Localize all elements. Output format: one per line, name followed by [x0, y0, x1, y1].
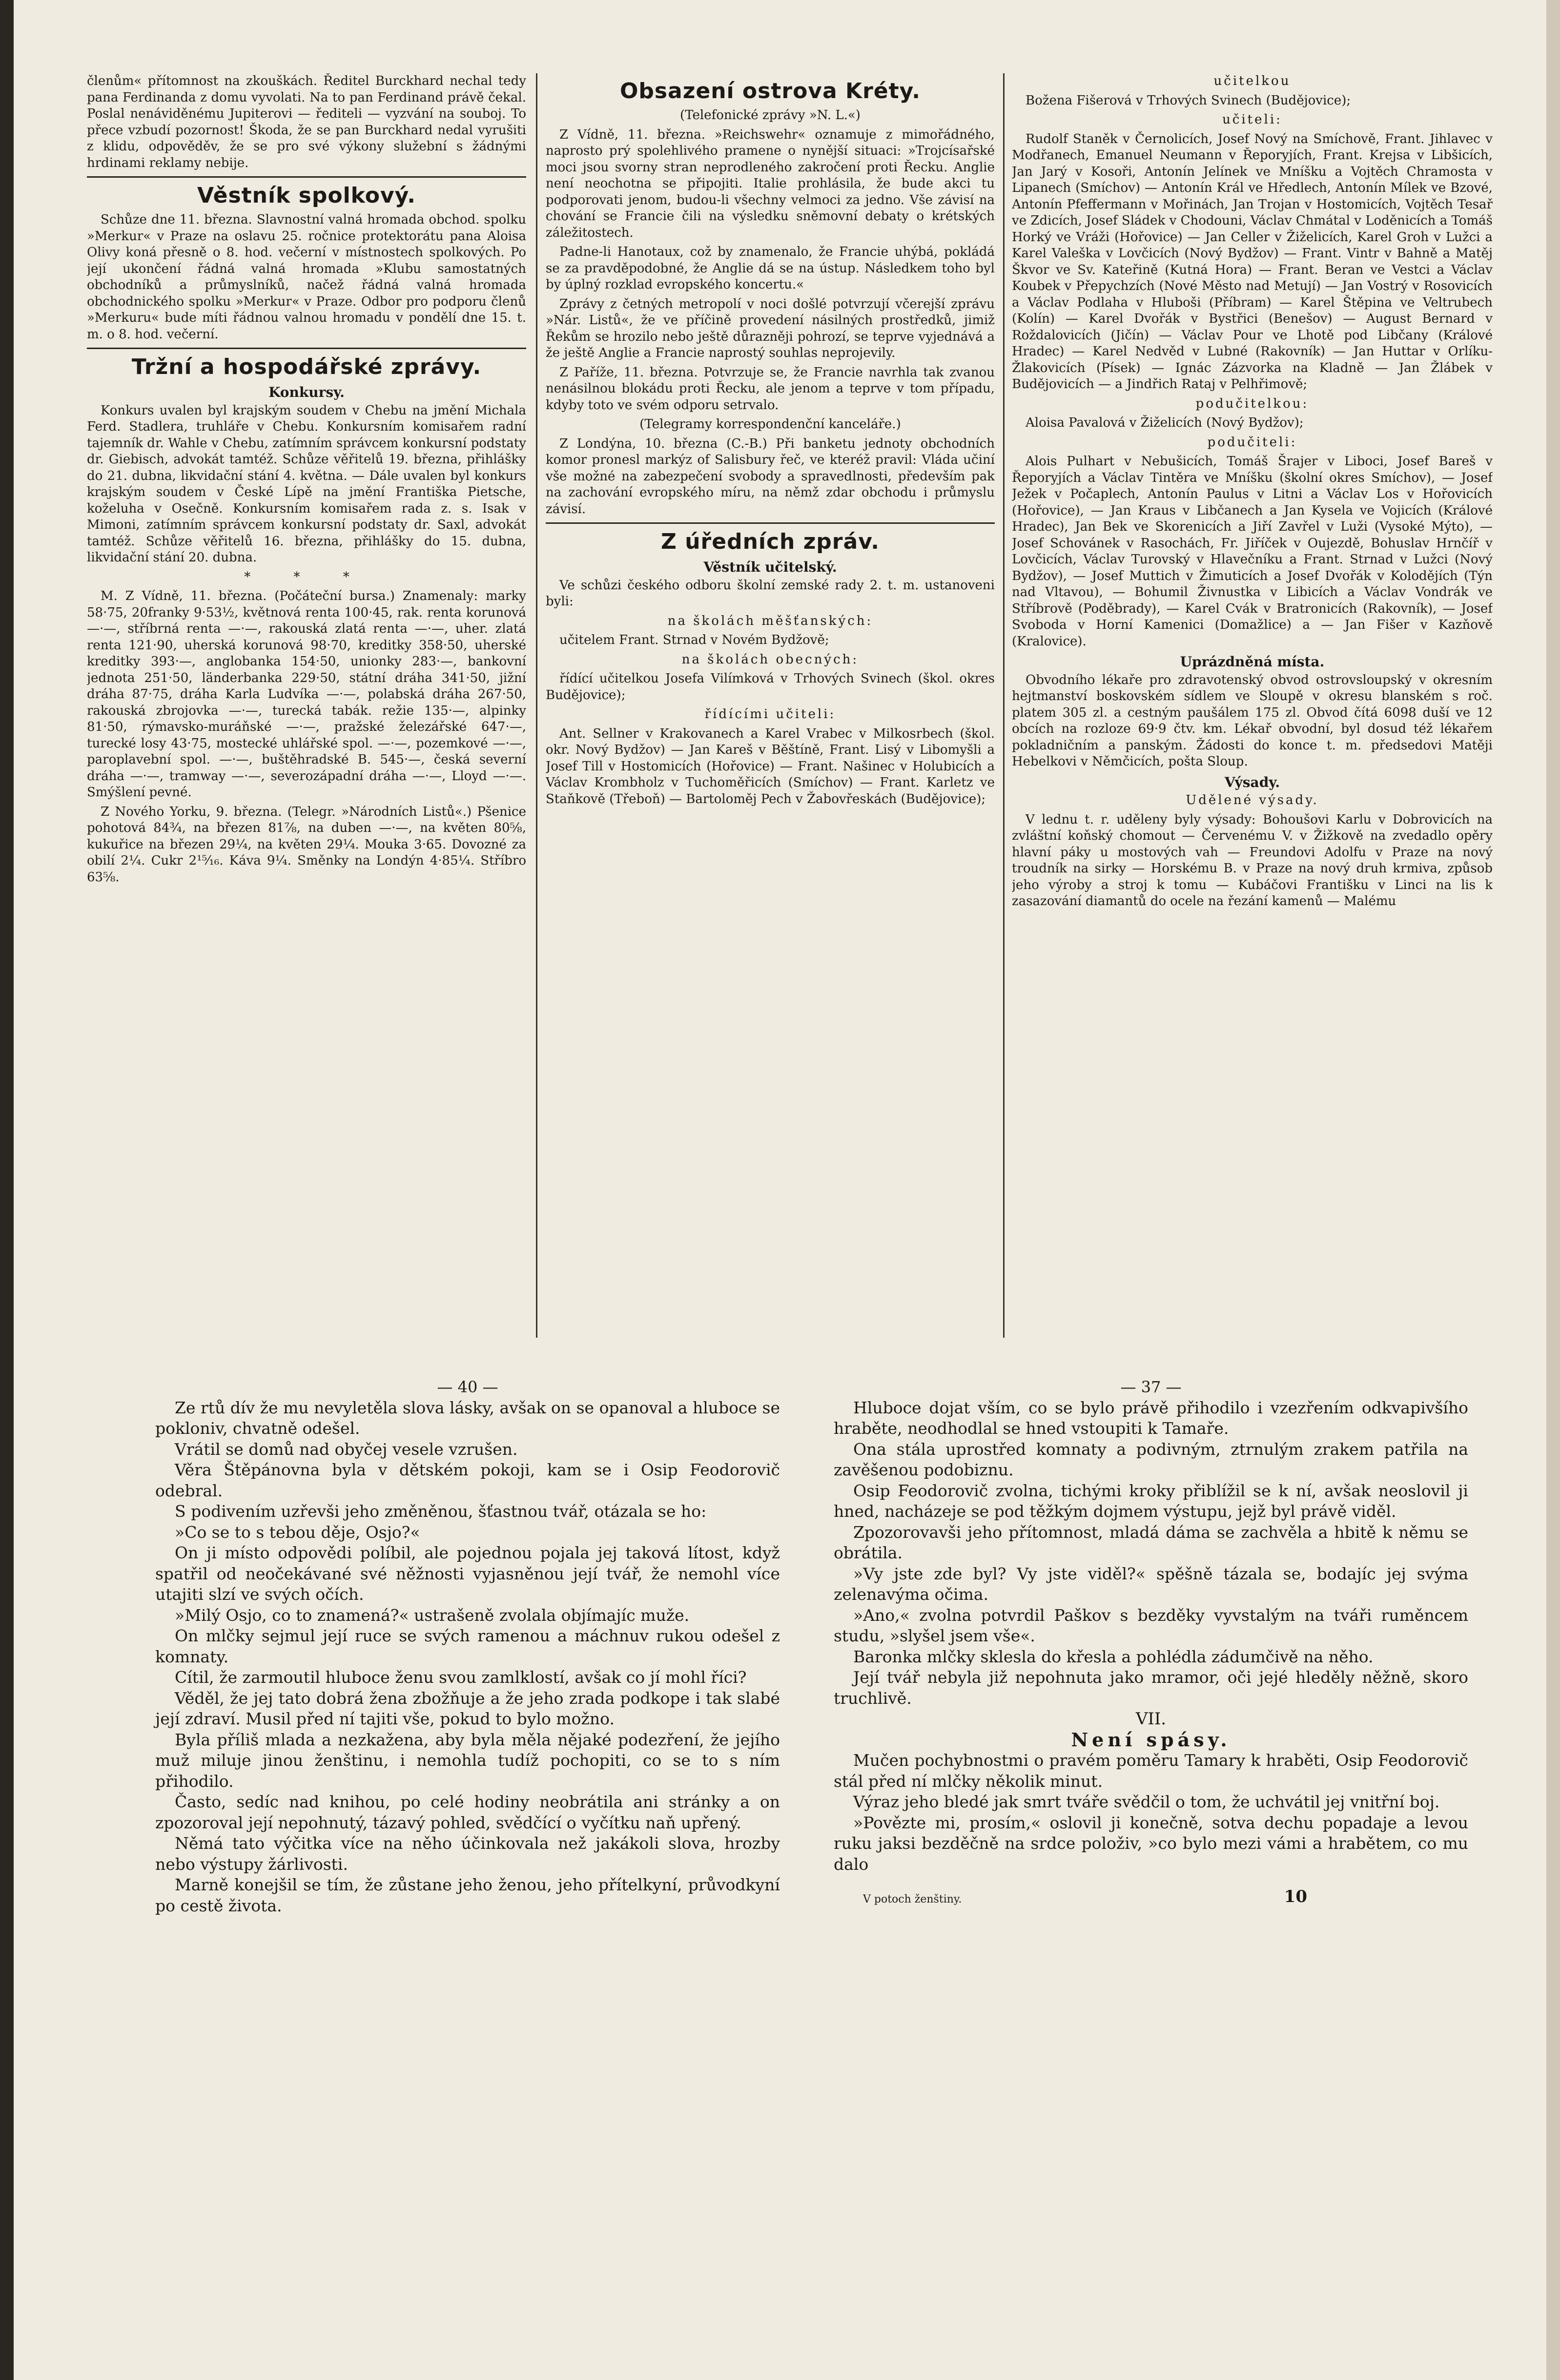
vysady-paragraph: V lednu t. r. uděleny byly výsady: Bohoušovi Karlu v Dobrovicích na zvláštní koňský chomout — Červenému V. v Žižkově na zvedadlo opěry hlavní páky u mostových vah — Freundovi Adolfu v Praze na nový troudník na sirky — Horskému B. v Praze na nový druh krmiva, způsob jeho výroby a stroj k tomu — Kubáčovi Františku v Linci na lis k zasazování diamantů do ocele na řezání kamenů — Malému — [1012, 812, 1493, 909]
book-paragraph: Ona stála uprostřed komnaty a podivným, ztrnulým zrakem patřila na zavěšenou podobiznu. — [834, 1439, 1468, 1479]
ucitel-category: na školách měšťanských: — [667, 613, 873, 628]
krety-paragraph: Z Vídně, 11. března. »Reichswehr« oznamuje z mimořádného, naprosto prý spolehlivého pramene o nynější situaci: »Trojcísařské moci jsou svorny stran neprodleného zakročení proti Řecku. Anglie není neochotna se připojiti. Italie prohlásila, že bude akci tu podporovati jenom, budou-li všechny velmoci za jedno. Vše závisí na chování se Francie čili na výsledku sněmovní debaty o krétských záležitostech. — [546, 127, 995, 240]
ucitel-paragraph: Ant. Sellner v Krakovanech a Karel Vrabec v Milkosrbech (škol. okr. Nový Bydžov) — Jan Kareš v Běštíně, Frant. Lisý v Libomyšli a Josef Till v Hostomicích (Hořovice) — Frant. Našinec v Holubicích a Václav Krombholz v Tuchoměřicích (Smíchov) — Frant. Karletz ve Staňkově (Třeboň) — Bartoloměj Pech v Žabovřeskách (Budějovice); — [546, 726, 995, 807]
book-paragraph: On mlčky sejmul její ruce se svých ramenou a máchnuv rukou odešel z komnaty. — [155, 1626, 780, 1666]
book-page-left — [155, 1377, 780, 1916]
book-paragraph: Často, sedíc nad knihou, po celé hodiny neobrátila ani stránky a on zpozoroval její nepohnutý, tázavý pohled, svědčící o vyčítku naň upřený. — [155, 1792, 780, 1832]
book-paragraph: »Co se to s tebou děje, Osjo?« — [175, 1522, 420, 1542]
krety-subtitle: (Telefonické zprávy »N. L.«) — [680, 108, 861, 123]
book-paragraph: »Povězte mi, prosím,« oslovil ji konečně, sotva dechu popadaje a levou ruku jaksi bezděčně na srdce položiv, »co bylo mezi vámi a hrabětem, co mu dalo — [834, 1813, 1468, 1874]
krety-telegram-note: (Telegramy korrespondenční kanceláře.) — [639, 417, 901, 432]
book-paragraph: Mučen pochybnostmi o pravém poměru Tamary k hraběti, Osip Feodorovič stál před ní mlčky několik minut. — [834, 1751, 1468, 1791]
section-heading-trzni: Tržní a hospodářské zprávy. — [131, 354, 482, 379]
ucitel-category: podučitelkou: — [1195, 396, 1309, 411]
scan-edge-right — [1546, 0, 1560, 2380]
uprazdnena-paragraph: Obvodního lékaře pro zdravotenský obvod ostrovsloupský v okresním hejtmanství boskovském sídlem ve Sloupě v okresu blanském s roč. platem 305 zl. a cestným paušálem 175 zl. Obvod čítá 6098 duší ve 12 obcích na rozloze 69·9 čtv. km. Lékař obvodní, byl dosud též lékařem pokladničním a panským. Žádosti do konce t. m. předsedovi Matěji Hebelkovi v Němčicích, pošta Sloup. — [1012, 672, 1493, 769]
book-paragraph: On ji místo odpovědi políbil, ale pojednou pojala jej taková lítost, když spatřil od neočekávané své něžnosti vyjasněnou její tvář, že nemohl více utajiti slzí ve svých očích. — [155, 1543, 780, 1604]
book-paragraph: Věra Štěpánovna byla v dětském pokoji, kam se i Osip Feodorovič odebral. — [155, 1460, 780, 1500]
ucitel-paragraph: řídící učitelkou Josefa Vilímková v Trhových Svinech (škol. okres Budějovice); — [546, 671, 995, 703]
book-paragraph: Osip Feodorovič zvolna, tichými kroky přiblížil se k ní, avšak neoslovil ji hned, nacházeje se pod těžkým dojmem výstupu, jejž byl právě viděl. — [834, 1481, 1468, 1521]
book-paragraph: Zpozorovavši jeho přítomnost, mladá dáma se zachvěla a hbitě k němu se obrátila. — [834, 1522, 1468, 1562]
ucitel-paragraph: Ve schůzi českého odboru školní zemské rady 2. t. m. ustanoveni byli: — [546, 578, 995, 609]
subheading-vysady: Výsady. — [1224, 774, 1280, 790]
ucitel-paragraph: Božena Fišerová v Trhových Svinech (Budějovice); — [1026, 93, 1351, 108]
schuze-paragraph: Schůze dne 11. března. Slavnostní valná hromada obchod. spolku »Merkur« v Praze na oslavu 25. ročnice protektorátu pana Aloisa Olivy koná přesně o 8. hod. večerní v místnostech spolkových. Po její ukončení řádná valná hromada »Klubu samostatných obchodníků a průmyslníků, načež řádná valná hromada obchodnického spolku »Merkur« v Praze. Odbor pro podporu členů »Merkuru« bude míti řádnou valnou hromadu v pondělí dne 15. t. m. o 8. hod. večerní. — [87, 212, 526, 342]
divider — [87, 176, 526, 178]
ucitel-paragraph: učitelem Frant. Strnad v Novém Bydžově; — [559, 633, 829, 647]
subheading-uprazdnena: Uprázdněná místa. — [1180, 654, 1325, 670]
krety-paragraph: Zprávy z četných metropolí v noci došlé potvrzují včerejší zprávu »Nár. Listů«, že ve příčině provedení násilných prostředků, jimiž Řekům se hrozilo nebo ještě důrazněji pohrozí, se teprve vyjednává a že ještě Anglie a Francie naprostý souhlas neprojevily. — [546, 296, 995, 360]
signature-mark: 10 — [1284, 1887, 1307, 1906]
page-footer — [834, 1886, 1468, 1906]
book-paragraph: Výraz jeho bledé jak smrt tváře svědčil o tom, že uchvátil jej vnitřní boj. — [853, 1792, 1440, 1811]
scanned-sheet — [14, 0, 1546, 2380]
newspaper-column-1 — [87, 73, 526, 1338]
column-rule — [536, 73, 537, 1338]
column-rule — [1003, 73, 1005, 1338]
newspaper-column-2 — [546, 73, 995, 1338]
newspaper-page — [87, 73, 1493, 1338]
book-paragraph: Věděl, že jej tato dobrá žena zbožňuje a že jeho zrada podkope i tak slabé její zdraví. Musil před ní tajiti vše, pokud to bylo možno. — [155, 1688, 780, 1728]
book-paragraph: Hluboce dojat vším, co se bylo právě přihodilo i vzezřením odkvapivšího hraběte, neodhodlal se hned vstoupiti k Tamaře. — [834, 1398, 1468, 1438]
book-paragraph: Její tvář nebyla již nepohnuta jako mramor, oči jejé hleděly něžně, skoro truchlivě. — [834, 1668, 1468, 1708]
chapter-title: Není spásy. — [1071, 1728, 1231, 1751]
ucitel-paragraph: Aloisa Pavalová v Žiželicích (Nový Bydžov); — [1026, 415, 1304, 430]
divider — [87, 348, 526, 349]
section-heading-vestnik: Věstník spolkový. — [197, 183, 416, 208]
subheading-vestnik-ucitelsky: Věstník učitelský. — [703, 559, 837, 575]
krety-paragraph: Z Londýna, 10. března (C.-B.) Při banketu jednoty obchodních komor pronesl markýz of Salisbury řeč, ve kteréž pravil: Vláda učiní vše možné na zabezpečení svobody a spravedlnosti, především pak na zachování evropského míru, na němž zdar obchodu i průmyslu závisí. — [546, 436, 995, 517]
book-paragraph: »Milý Osjo, co to znamená?« ustrašeně zvolala objímajíc muže. — [175, 1605, 690, 1625]
book-paragraph: Ze rtů dív že mu nevyletěla slova lásky, avšak on se opanoval a hluboce se pokloniv, chvatně odešel. — [155, 1398, 780, 1438]
ucitel-paragraph: Alois Pulhart v Nebušicích, Tomáš Šrajer v Liboci, Josef Bareš v Řeporyjích a Václav Tintěra ve Mníšku (školní okres Smíchov), — Josef Ježek v Počaplech, Antonín Paulus v Litni a Václav Los v Hořovicích (Hořovice), — Jan Kraus v Libčanech a Jan Kysela ve Vojicích (Králové Hradec), Jan Bek ve Skorenicích a Jiří Zavřel v Luži (Vysoké Mýto), — Josef Schovánek v Rasochách, Fr. Jiříček v Oujezdě, Bohuslav Hrnčíř v Lovčicích, Václav Turovský v Hlavečníku a Frant. Strnad v Lužci (Nový Bydžov), — Josef Muttich v Žimuticích a Josef Dvořák v Kolodějích (Týn nad Vltavou), — Bohumil Živnustka v Libicích a Václav Vondrák ve Stříbrově (Poděbrady), — Karel Cvák v Bratronicích (Rakovník), — Josef Svoboda v Horní Kamenici (Domažlice) a — Jan Fišer v Kazňově (Kralovice). — [1012, 454, 1493, 649]
section-heading-uradni: Z úředních zpráv. — [660, 529, 880, 554]
ucitel-category: učitelkou — [1213, 74, 1291, 88]
ucitel-category: řídícími učiteli: — [704, 707, 836, 722]
footer-imprint: V potoch ženštiny. — [863, 1893, 962, 1905]
ucitel-paragraph: Rudolf Staněk v Černolicích, Josef Nový na Smíchově, Frant. Jihlavec v Modřanech, Emanuel Neumann v Řeporyjích, Frant. Krejsa v Libšicích, Jan Jarý v Kosoři, Antonín Jelínek ve Mníšku a Vojtěch Chramosta v Lipanech (Smíchov) — Antonín Král ve Hředlech, Antonín Mílek ve Bzové, Antonín Pfeffermann v Mořinách, Jan Trojan v Hostomicích, Vojtěch Tesař ve Zdicích, Josef Sládek v Chodouni, Václav Chmátal v Loděnicích a Tomáš Horký ve Vráži (Hořovice) — Jan Celler v Žiželicích, Karel Groh v Lužci a Karel Valeška v Lovčicích (Nový Bydžov) — Frant. Vintr v Bahně a Matěj Škvor ve Sv. Kateřině (Kutná Hora) — Frant. Beran ve Vestci a Václav Koubek v Přepychzích (Nové Město nad Metují) — Jan Vostrý v Rosovicích a Václav Podlaha v Hluboši (Příbram) — Karel Štěpina ve Veltrubech (Kolín) — Karel Dvořák v Bystřici (Benešov) — August Bernard v Roždalovicích (Jičín) — Václav Pour ve Lhotě pod Libčany (Králové Hradec) — Karel Nedvěd v Lubné (Rakovník) — Jan Huttar v Orlíku-Žlakovicích (Písek) — Ignác Zázvorka na Kladně — Jan Žlábek v Budějovicích — a Jindřich Rataj v Pelhřimově; — [1012, 131, 1493, 392]
book-paragraph: »Vy jste zde byl? Vy jste viděl?« spěšně tázala se, bodajíc jej svýma zelenavýma očima. — [834, 1564, 1468, 1604]
vysady-subtitle: Udělené výsady. — [1186, 793, 1319, 807]
section-stars: * * * — [244, 569, 369, 584]
page-number: — 40 — — [437, 1378, 498, 1396]
ucitel-category: učiteli: — [1222, 112, 1282, 127]
divider — [546, 522, 995, 524]
newyork-paragraph: Z Nového Yorku, 9. března. (Telegr. »Národních Listů«.) Pšenice pohotová 84¾, na březen 81⅞, na duben —·—, na květen 80⅝, kukuřice na březen 29¼, na květen 29¼. Mouka 3·65. Dovozné za obilí 2¼. Cukr 2¹⁵⁄₁₆. Káva 9¼. Směnky na Londýn 4·85¼. Stříbro 63⅝. — [87, 804, 526, 885]
ucitel-category: na školách obecných: — [681, 652, 859, 667]
ucitel-category: podučiteli: — [1207, 435, 1297, 450]
book-paragraph: Vrátil se domů nad obyčej vesele vzrušen. — [175, 1439, 518, 1459]
book-paragraph: Baronka mlčky sklesla do křesla a pohlédla zádumčivě na něho. — [853, 1647, 1374, 1666]
book-paragraph: Marně konejšil se tím, že zůstane jeho ženou, jeho přítelkyní, průvodkyní po cestě života. — [155, 1875, 780, 1915]
konkursy-paragraph: Konkurs uvalen byl krajským soudem v Chebu na jmění Michala Ferd. Stadlera, truhláře v Chebu. Konkursním komisařem radní tajemník dr. Wahle v Chebu, zatímním správcem konkursní podstaty dr. Giebisch, advokát tamtéž. Schůze věřitelů 19. března, přihlášky do 21. dubna, likvidační stání 4. května. — Dále uvalen byl konkurs krajským soudem v České Lípě na jmění Františka Pietsche, koželuha v Osečně. Konkursním komisařem rada z. s. Isak v Mimoni, zatímním správcem konkursní podstaty dr. Saxl, advokát tamtéž. Schůze věřitelů 16. března, přihlášky do 15. dubna, likvidační stání 20. dubna. — [87, 403, 526, 565]
krety-paragraph: Padne-li Hanotaux, což by znamenalo, že Francie uhýbá, pokládá se za pravděpodobné, že Anglie dá se na ústup. Následkem toho byl by úplný rozklad evropského koncertu.« — [546, 245, 995, 292]
newspaper-column-3 — [1012, 73, 1493, 1338]
page-number: — 37 — — [1120, 1378, 1182, 1396]
chapter-number: VII. — [1135, 1709, 1167, 1729]
book-paragraph: Němá tato výčitka více na něho účinkovala než jakákoli slova, hrozby nebo výstupy žárlivosti. — [155, 1834, 780, 1874]
book-page-right — [834, 1377, 1468, 1906]
scan-edge-left — [0, 0, 14, 2380]
book-paragraph: »Ano,« zvolna potvrdil Paškov s bezděky vyvstalým na tváři ruměncem studu, »slyšel jsem vše«. — [834, 1605, 1468, 1645]
bursa-paragraph: M. Z Vídně, 11. března. (Počáteční bursa.) Znamenaly: marky 58·75, 20franky 9·53½, květnová renta 100·45, rak. renta korunová —·—, stříbrná renta —·—, rakouská zlatá renta —·—, uher. zlatá renta 121·90, uherská korunová 98·70, kreditky 358·50, uherské kreditky 393·—, anglobanka 154·50, unionky 283·—, bankovní jednota 251·50, länderbanka 229·50, státní dráha 341·50, jižní dráha 87·75, dráha Karla Ludvíka —·—, polabská dráha 267·50, rakouská zbrojovka —·—, turecká tabák. režie 135·—, alpinky 81·50, rýmavsko-muráňské —·—, pražské železářské 647·—, turecké losy 43·75, mostecké uhlářské spol. —·—, pozemkové —·—, paroplavební spol. —·—, buštěhradské B. 545·—, česká severní dráha —·—, tramway —·—, severozápadní dráha —·—, Lloyd —·—. Smýšlení pevné. — [87, 589, 526, 800]
krety-paragraph: Z Paříže, 11. března. Potvrzuje se, že Francie navrhla tak zvanou nenásilnou blokádu proti Řecku, ale jenom a teprve v tom případu, kdyby toto ve svém odporu setrvalo. — [546, 365, 995, 413]
section-heading-krety: Obsazení ostrova Kréty. — [619, 79, 921, 103]
intro-paragraph: členům« přítomnost na zkouškách. Ředitel Burckhard nechal tedy pana Ferdinanda z domu vyvolati. Na to pan Ferdinand právě čekal. Poslal nenáviděnému Jupiterovi — řediteli — vyzvání na souboj. To přece vzbudí pozornost! Škoda, že se pan Burckhard nedal vyrušiti z klidu, odpověděv, že se pro své výkony služební s žádnými hrdinami reklamy nebije. — [87, 74, 526, 170]
book-paragraph: Cítil, že zarmoutil hluboce ženu svou zamlklostí, avšak co jí mohl říci? — [175, 1668, 747, 1687]
subheading-konkursy: Konkursy. — [268, 384, 345, 400]
book-paragraph: S podivením uzřevši jeho změněnou, šťastnou tvář, otázala se ho: — [175, 1502, 707, 1521]
book-paragraph: Byla příliš mlada a nezkažena, aby byla měla nějaké podezření, že jejího muž miluje jinou ženštinu, i nemohla tudíž pochopiti, co se to s ním přihodilo. — [155, 1730, 780, 1791]
